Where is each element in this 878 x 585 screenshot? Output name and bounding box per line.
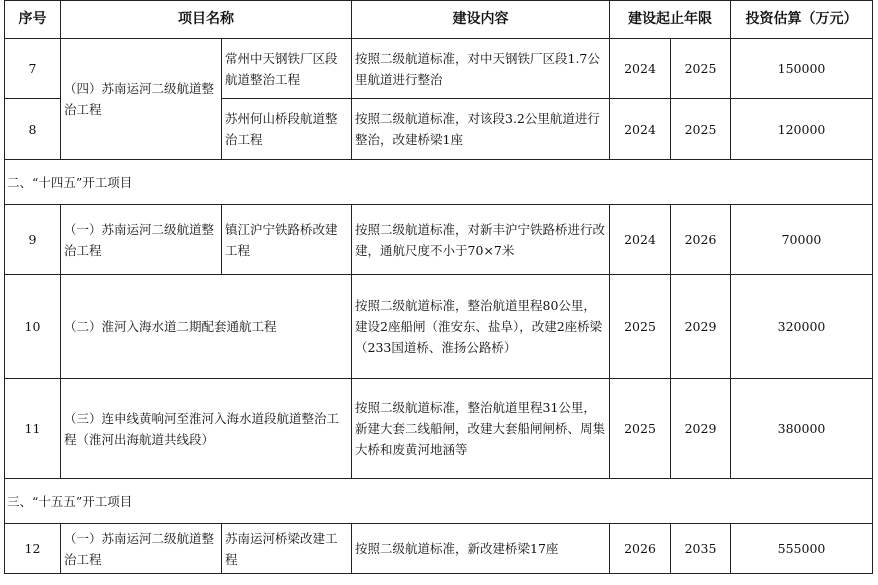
start-year: 2025 <box>610 275 671 379</box>
build-content: 按照二级航道标准，对中天钢铁厂区段1.7公里航道进行整治 <box>352 39 610 99</box>
build-content: 按照二级航道标准，对该段3.2公里航道进行整治，改建桥梁1座 <box>352 99 610 160</box>
row-no: 8 <box>5 99 61 160</box>
header-content: 建设内容 <box>352 1 610 39</box>
start-year: 2024 <box>610 39 671 99</box>
investment: 120000 <box>731 99 873 160</box>
end-year: 2029 <box>671 275 731 379</box>
table-row <box>5 275 873 379</box>
project-name: （三）连申线黄响河至淮河入海水道段航道整治工程（淮河出海航道共线段） <box>61 379 352 479</box>
project-table <box>4 0 873 574</box>
investment: 555000 <box>731 524 873 574</box>
build-content: 按照二级航道标准，整治航道里程80公里，建设2座船闸（淮安东、盐阜），改建2座桥梁（233国道桥、淮扬公路桥） <box>352 275 610 379</box>
project-group: （一）苏南运河二级航道整治工程 <box>61 205 222 275</box>
table-row <box>5 524 873 574</box>
row-no: 10 <box>5 275 61 379</box>
sub-project: 苏南运河桥梁改建工程 <box>222 524 352 574</box>
sub-project: 常州中天钢铁厂区段航道整治工程 <box>222 39 352 99</box>
start-year: 2026 <box>610 524 671 574</box>
row-no: 9 <box>5 205 61 275</box>
header-name: 项目名称 <box>61 1 352 39</box>
row-no: 11 <box>5 379 61 479</box>
table-row <box>5 379 873 479</box>
end-year: 2025 <box>671 39 731 99</box>
header-invest: 投资估算（万元） <box>731 1 873 39</box>
start-year: 2025 <box>610 379 671 479</box>
header-no: 序号 <box>5 1 61 39</box>
project-group: （一）苏南运河二级航道整治工程 <box>61 524 222 574</box>
section-title: 三、“十五五”开工项目 <box>5 479 873 524</box>
section-row <box>5 160 873 205</box>
investment: 320000 <box>731 275 873 379</box>
section-row <box>5 479 873 524</box>
start-year: 2024 <box>610 205 671 275</box>
table-row <box>5 39 873 99</box>
table-row <box>5 205 873 275</box>
end-year: 2035 <box>671 524 731 574</box>
project-name: （二）淮河入海水道二期配套通航工程 <box>61 275 352 379</box>
row-no: 7 <box>5 39 61 99</box>
project-group: （四）苏南运河二级航道整治工程 <box>61 39 222 160</box>
end-year: 2029 <box>671 379 731 479</box>
investment: 70000 <box>731 205 873 275</box>
build-content: 按照二级航道标准，对新丰沪宁铁路桥进行改建，通航尺度不小于70×7米 <box>352 205 610 275</box>
build-content: 按照二级航道标准，整治航道里程31公里，新建大套二线船闸，改建大套船闸闸桥、周集大桥和废黄河地涵等 <box>352 379 610 479</box>
sub-project: 苏州何山桥段航道整治工程 <box>222 99 352 160</box>
build-content: 按照二级航道标准，新改建桥梁17座 <box>352 524 610 574</box>
investment: 380000 <box>731 379 873 479</box>
row-no: 12 <box>5 524 61 574</box>
start-year: 2024 <box>610 99 671 160</box>
header-period: 建设起止年限 <box>610 1 731 39</box>
section-title: 二、“十四五”开工项目 <box>5 160 873 205</box>
end-year: 2025 <box>671 99 731 160</box>
sub-project: 镇江沪宁铁路桥改建工程 <box>222 205 352 275</box>
end-year: 2026 <box>671 205 731 275</box>
header-row <box>5 1 873 39</box>
investment: 150000 <box>731 39 873 99</box>
